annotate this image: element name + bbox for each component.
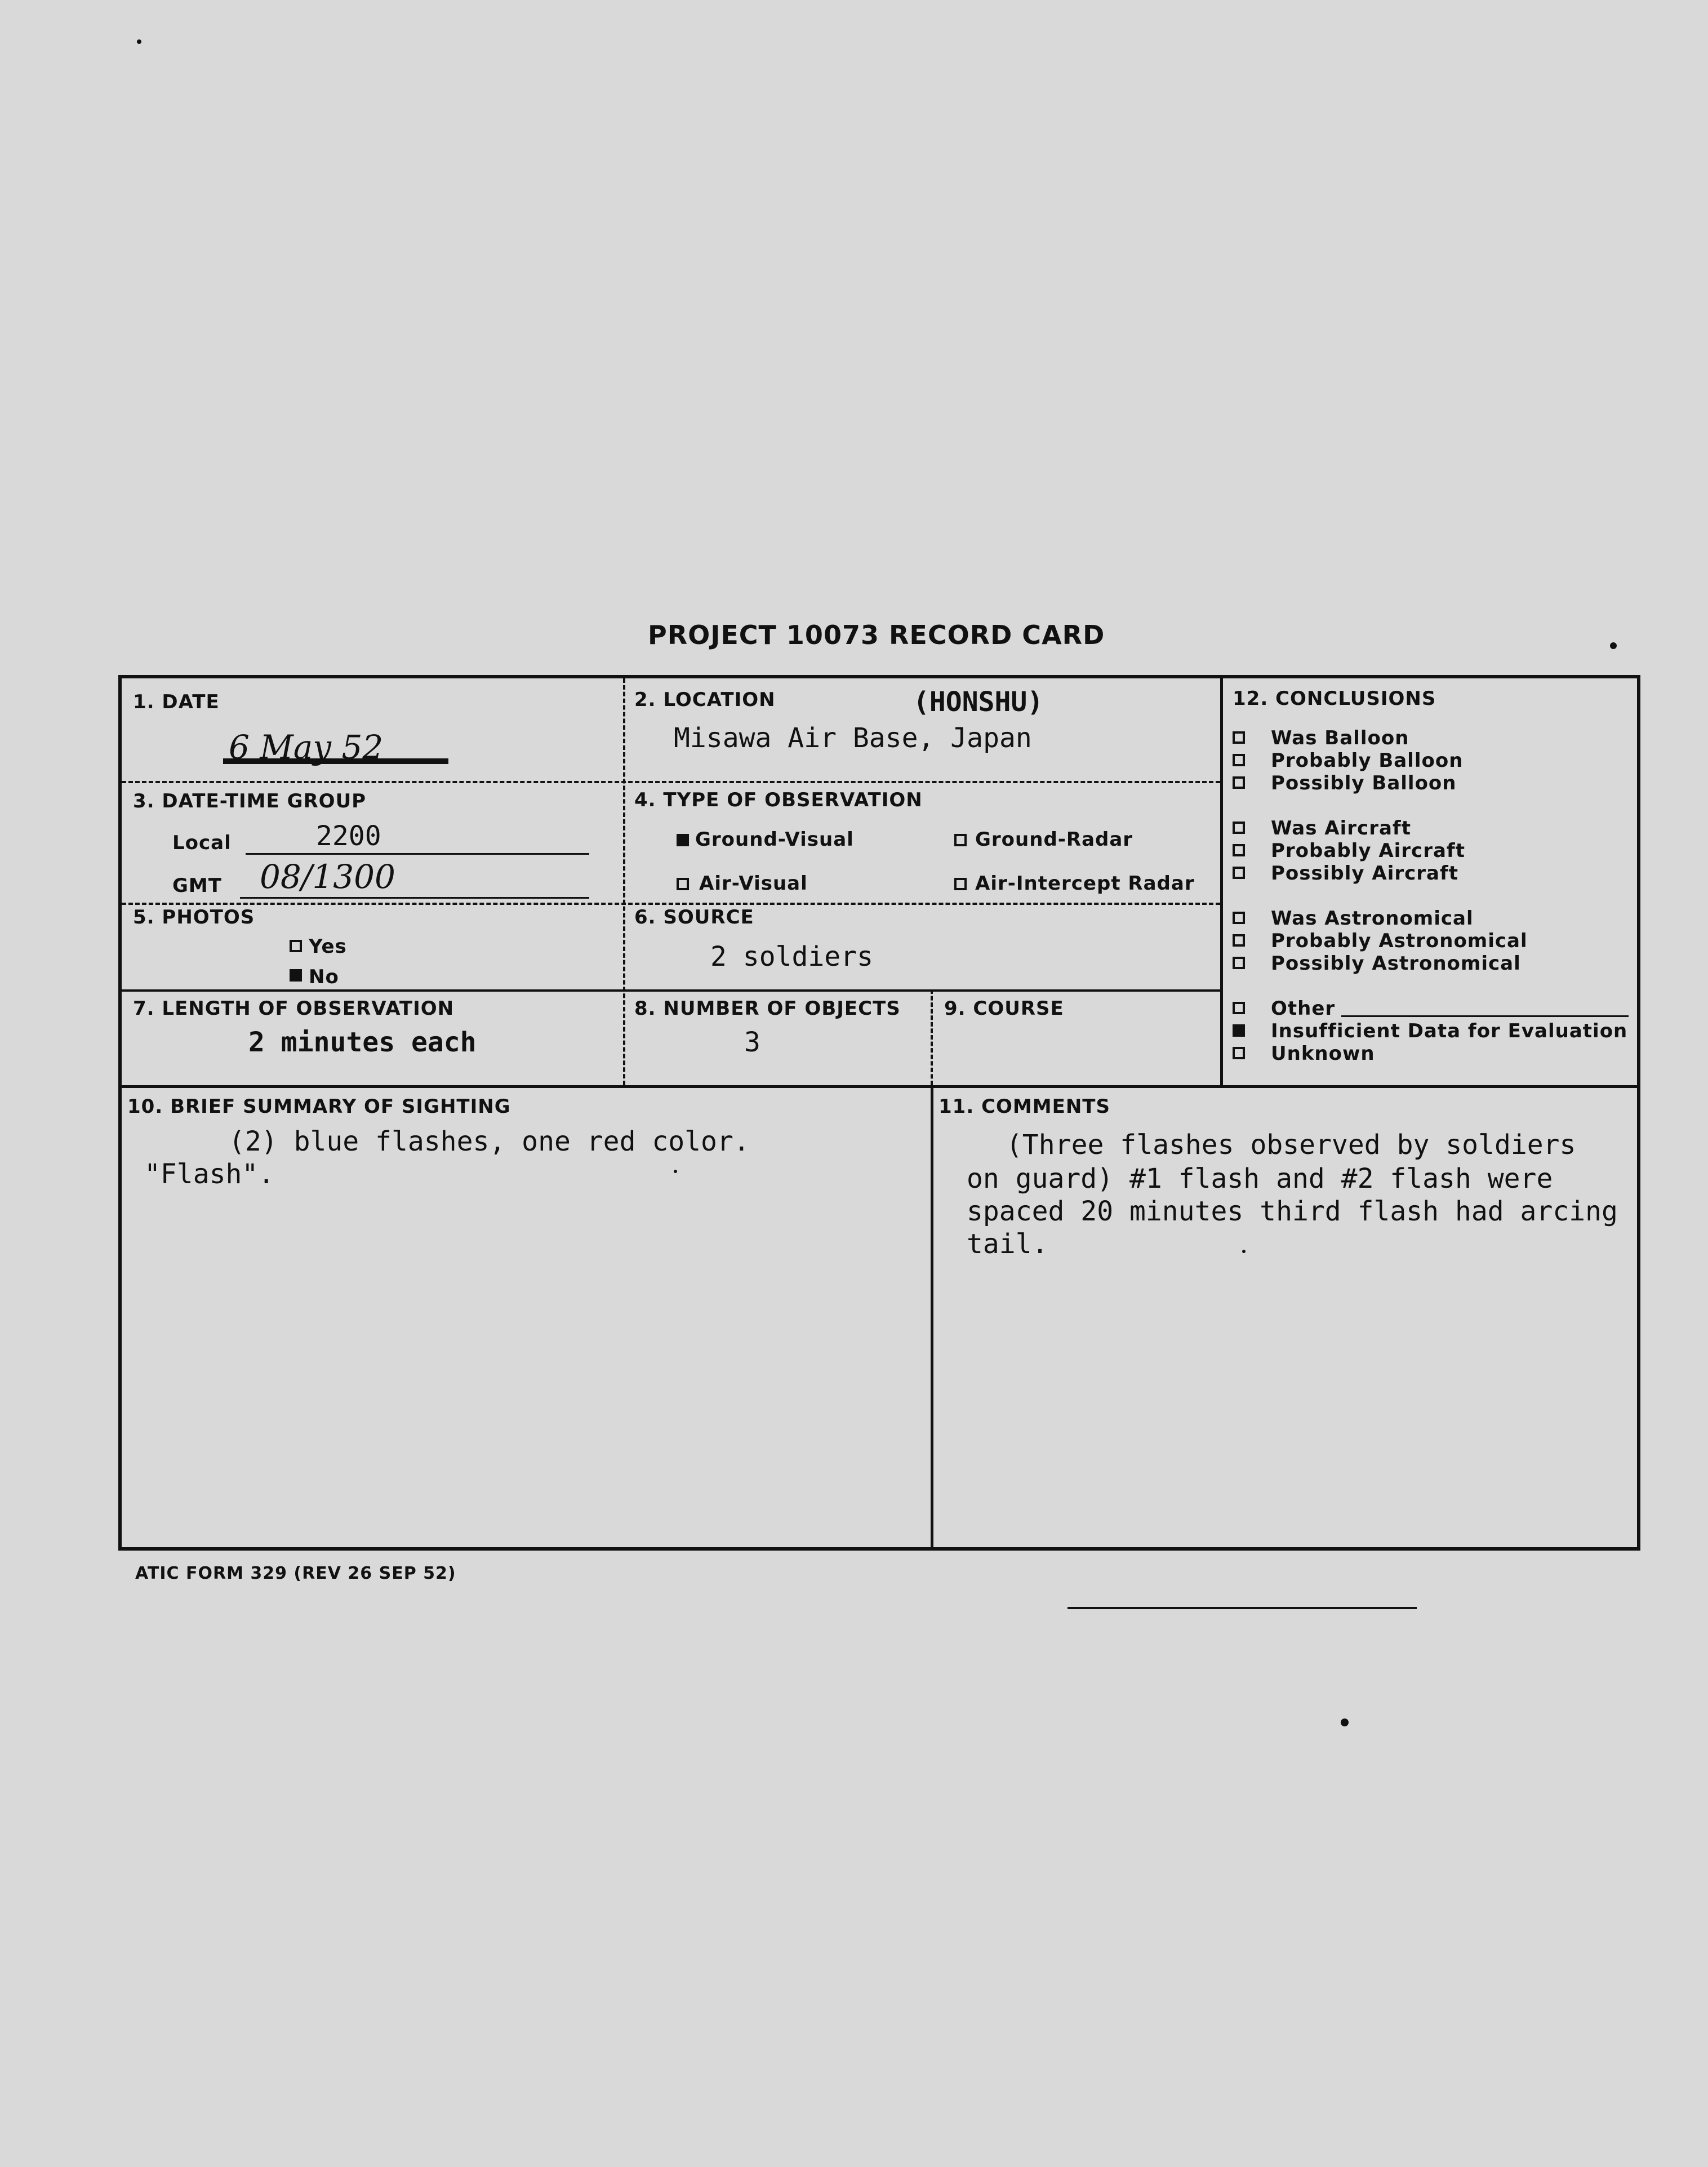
photos-no-checkbox[interactable] xyxy=(290,969,302,982)
probably-balloon-label: Probably Balloon xyxy=(1271,749,1464,772)
photos-yes-checkbox[interactable] xyxy=(290,940,302,952)
probably-balloon-checkbox[interactable] xyxy=(1233,754,1245,766)
insufficient-data-checkbox[interactable] xyxy=(1233,1024,1245,1037)
source-value: 2 soldiers xyxy=(710,941,873,973)
date-time-group-label: 3. DATE-TIME GROUP xyxy=(133,790,367,812)
probably-aircraft-checkbox[interactable] xyxy=(1233,844,1245,856)
air-intercept-radar-checkbox[interactable] xyxy=(954,878,967,890)
insufficient-data-label: Insufficient Data for Evaluation xyxy=(1271,1020,1628,1042)
margin-rule xyxy=(1068,1607,1417,1609)
gmt-time-label: GMT xyxy=(172,874,222,897)
other-label: Other xyxy=(1271,997,1336,1020)
length-value: 2 minutes each xyxy=(248,1027,477,1058)
was-astronomical-label: Was Astronomical xyxy=(1271,907,1474,930)
possibly-aircraft-checkbox[interactable] xyxy=(1233,867,1245,879)
location-label: 2. LOCATION xyxy=(634,689,776,711)
possibly-astronomical-label: Possibly Astronomical xyxy=(1271,952,1521,975)
comments-line: (Three flashes observed by soldiers xyxy=(1006,1129,1576,1161)
possibly-aircraft-label: Possibly Aircraft xyxy=(1271,862,1459,885)
date-underline xyxy=(223,758,448,764)
form-number: ATIC FORM 329 (REV 26 SEP 52) xyxy=(135,1564,456,1583)
date-value: 6 May 52 xyxy=(229,728,384,766)
location-note: (HONSHU) xyxy=(913,686,1044,718)
ground-radar-checkbox[interactable] xyxy=(954,834,967,846)
divider-h-1 xyxy=(122,781,1220,783)
course-label: 9. COURSE xyxy=(944,997,1064,1020)
summary-label: 10. BRIEF SUMMARY OF SIGHTING xyxy=(127,1095,511,1118)
comments-line: on guard) #1 flash and #2 flash were xyxy=(967,1163,1553,1194)
local-time-label: Local xyxy=(172,832,232,854)
conclusions-label: 12. CONCLUSIONS xyxy=(1233,687,1436,710)
scan-speck xyxy=(1610,642,1617,649)
num-objects-label: 8. NUMBER OF OBJECTS xyxy=(634,997,901,1020)
summary-line: (2) blue flashes, one red color. xyxy=(229,1126,750,1157)
ground-radar-label: Ground-Radar xyxy=(975,828,1133,851)
record-card xyxy=(118,675,1640,1551)
observation-type-label: 4. TYPE OF OBSERVATION xyxy=(634,789,923,811)
divider-h-2 xyxy=(122,903,1220,905)
location-value: Misawa Air Base, Japan xyxy=(674,722,1032,754)
other-line xyxy=(1341,1015,1629,1017)
probably-aircraft-label: Probably Aircraft xyxy=(1271,840,1465,862)
air-visual-label: Air-Visual xyxy=(699,872,808,895)
photos-no-label: No xyxy=(309,966,339,988)
possibly-balloon-label: Possibly Balloon xyxy=(1271,772,1457,794)
possibly-astronomical-checkbox[interactable] xyxy=(1233,957,1245,969)
card-title: PROJECT 10073 RECORD CARD xyxy=(648,620,1105,650)
was-balloon-label: Was Balloon xyxy=(1271,727,1409,749)
other-checkbox[interactable] xyxy=(1233,1002,1245,1014)
unknown-label: Unknown xyxy=(1271,1042,1375,1065)
divider-v-conclusions xyxy=(1220,678,1223,1086)
date-label: 1. DATE xyxy=(133,691,220,713)
summary-line: "Flash". xyxy=(144,1158,275,1190)
length-label: 7. LENGTH OF OBSERVATION xyxy=(133,997,455,1020)
divider-h-3 xyxy=(122,989,1220,992)
scan-speck xyxy=(137,39,141,44)
comments-line: tail. xyxy=(967,1228,1048,1260)
photos-yes-label: Yes xyxy=(309,935,347,958)
was-aircraft-checkbox[interactable] xyxy=(1233,821,1245,834)
gmt-time-line xyxy=(240,897,589,899)
local-time-value: 2200 xyxy=(316,820,381,852)
local-time-line xyxy=(246,853,589,855)
divider-v-bottom xyxy=(931,1086,933,1551)
divider-h-4 xyxy=(122,1085,1637,1088)
ground-visual-label: Ground-Visual xyxy=(695,828,854,851)
unknown-checkbox[interactable] xyxy=(1233,1047,1245,1059)
air-intercept-radar-label: Air-Intercept Radar xyxy=(975,872,1195,895)
divider-v-left xyxy=(623,678,625,1085)
probably-astronomical-checkbox[interactable] xyxy=(1233,934,1245,947)
divider-v-objects xyxy=(931,989,933,1085)
source-label: 6. SOURCE xyxy=(634,906,754,929)
was-aircraft-label: Was Aircraft xyxy=(1271,817,1411,840)
ground-visual-checkbox[interactable] xyxy=(677,834,689,846)
was-balloon-checkbox[interactable] xyxy=(1233,731,1245,744)
comments-label: 11. COMMENTS xyxy=(938,1095,1110,1118)
scan-speck xyxy=(1341,1718,1349,1726)
probably-astronomical-label: Probably Astronomical xyxy=(1271,930,1528,952)
photos-label: 5. PHOTOS xyxy=(133,906,255,929)
gmt-time-value: 08/1300 xyxy=(260,858,395,896)
comments-line: spaced 20 minutes third flash had arcing xyxy=(967,1196,1618,1227)
air-visual-checkbox[interactable] xyxy=(677,878,689,890)
was-astronomical-checkbox[interactable] xyxy=(1233,912,1245,924)
possibly-balloon-checkbox[interactable] xyxy=(1233,776,1245,789)
num-objects-value: 3 xyxy=(744,1027,760,1058)
